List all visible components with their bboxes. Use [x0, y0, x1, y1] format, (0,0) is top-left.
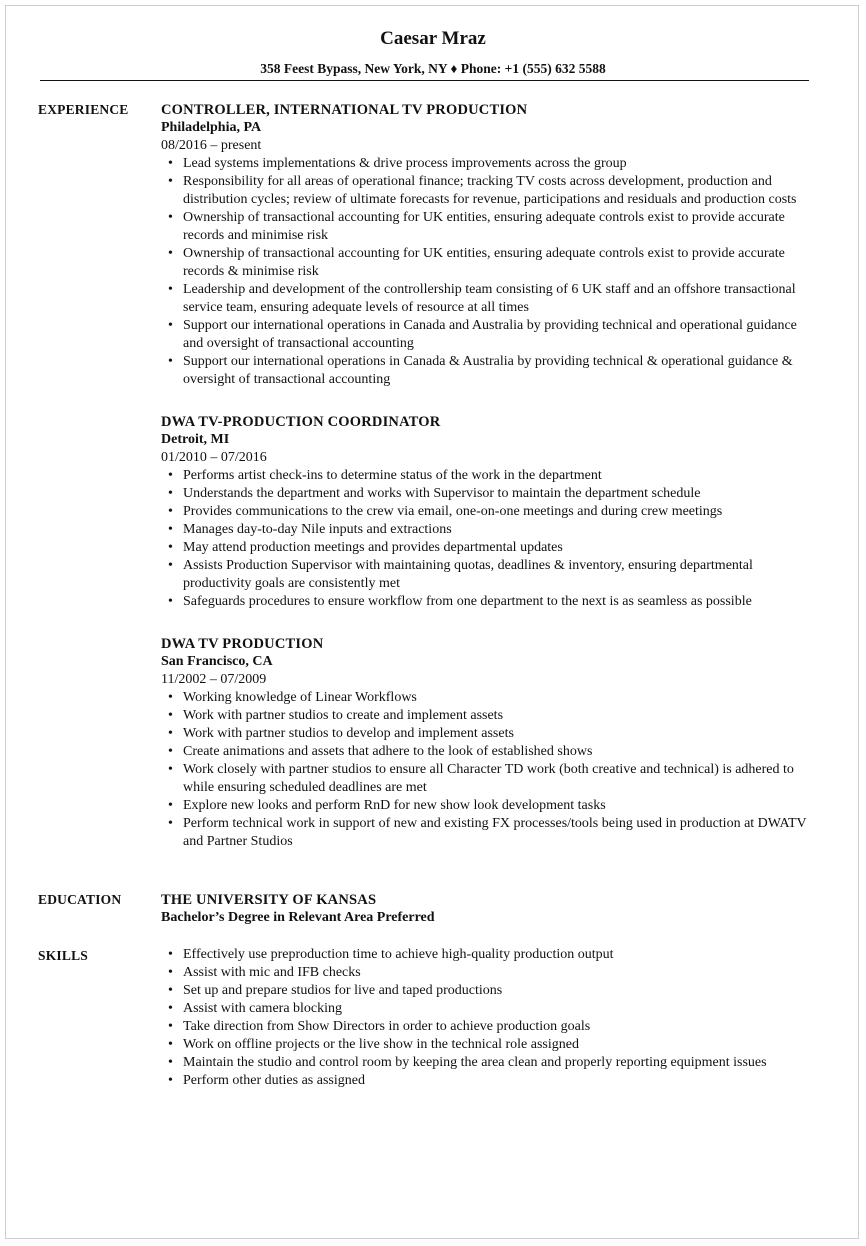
job-bullets — [161, 689, 816, 851]
list-item: • Work with partner studios to create and implement assets — [161, 707, 816, 725]
list-item: • Working knowledge of Linear Workflows — [161, 689, 816, 707]
list-item: • Maintain the studio and control room by keeping the area clean and properly reporting equipment issues — [161, 1054, 816, 1072]
list-item: • Take direction from Show Directors in order to achieve production goals — [161, 1018, 816, 1036]
job-title: CONTROLLER, INTERNATIONAL TV PRODUCTION — [161, 102, 528, 118]
list-item: • Provides communications to the crew via email, one-on-one meetings and during crew meetings — [161, 503, 816, 521]
list-item: • Understands the department and works with Supervisor to maintain the department schedule — [161, 485, 816, 503]
list-item: • Ownership of transactional accounting for UK entities, ensuring adequate controls exist to provide accurate records and minimise risk — [161, 209, 816, 245]
education-heading: EDUCATION — [38, 892, 122, 907]
list-item: • Ownership of transactional accounting for UK entities, ensuring adequate controls exist to provide accurate records & minimise risk — [161, 245, 816, 281]
job-entry — [161, 635, 816, 851]
job-bullets — [161, 155, 816, 389]
list-item: • Manages day-to-day Nile inputs and extractions — [161, 521, 816, 539]
list-item: • Perform technical work in support of new and existing FX processes/tools being used in production at DWATV and Partner Studios — [161, 815, 816, 851]
job-dates: 01/2010 – 07/2016 — [161, 450, 267, 465]
job-bullets — [161, 467, 816, 611]
list-item: • Explore new looks and perform RnD for new show look development tasks — [161, 797, 816, 815]
list-item: • Support our international operations in Canada & Australia by providing technical & operational guidance & oversight of transactional accounting — [161, 353, 816, 389]
job-location: Philadelphia, PA — [161, 120, 262, 135]
education-section — [161, 891, 816, 927]
candidate-name: Caesar Mraz — [380, 28, 486, 49]
list-item: • Perform other duties as assigned — [161, 1072, 816, 1090]
list-item: • Set up and prepare studios for live and taped productions — [161, 982, 816, 1000]
experience-heading: EXPERIENCE — [38, 102, 129, 117]
job-entry — [161, 101, 816, 389]
job-dates: 11/2002 – 07/2009 — [161, 672, 267, 687]
list-item: • Effectively use preproduction time to achieve high-quality production output — [161, 946, 816, 964]
job-title: DWA TV PRODUCTION — [161, 636, 324, 652]
list-item: • Assist with camera blocking — [161, 1000, 816, 1018]
degree: Bachelor’s Degree in Relevant Area Preferred — [161, 910, 435, 925]
list-item: • May attend production meetings and provides departmental updates — [161, 539, 816, 557]
list-item: • Work closely with partner studios to ensure all Character TD work (both creative and technical) is adhered to while ensuring scheduled deadlines are met — [161, 761, 816, 797]
job-title: DWA TV-PRODUCTION COORDINATOR — [161, 414, 441, 430]
list-item: • Create animations and assets that adhere to the look of established shows — [161, 743, 816, 761]
skills-heading: SKILLS — [38, 948, 88, 963]
list-item: • Work on offline projects or the live show in the technical role assigned — [161, 1036, 816, 1054]
job-location: San Francisco, CA — [161, 654, 273, 669]
school-name: THE UNIVERSITY OF KANSAS — [161, 892, 377, 908]
experience-section — [161, 101, 816, 851]
list-item: • Performs artist check-ins to determine status of the work in the department — [161, 467, 816, 485]
skills-list — [161, 946, 816, 1090]
list-item: • Assists Production Supervisor with maintaining quotas, deadlines & inventory, ensuring departmental productivity goals are consistently met — [161, 557, 816, 593]
list-item: • Work with partner studios to develop and implement assets — [161, 725, 816, 743]
list-item: • Assist with mic and IFB checks — [161, 964, 816, 982]
job-entry — [161, 413, 816, 611]
header-divider — [40, 80, 809, 81]
list-item: • Support our international operations in Canada and Australia by providing technical and operational guidance and oversight of transactional accounting — [161, 317, 816, 353]
list-item: • Lead systems implementations & drive process improvements across the group — [161, 155, 816, 173]
list-item: • Safeguards procedures to ensure workflow from one department to the next is as seamless as possible — [161, 593, 816, 611]
job-location: Detroit, MI — [161, 432, 230, 447]
list-item: • Leadership and development of the controllership team consisting of 6 UK staff and an offshore transactional service team, ensuring adequate levels of resource at all times — [161, 281, 816, 317]
contact-line: 358 Feest Bypass, New York, NY ♦ Phone: +1 (555) 632 5588 — [260, 61, 606, 76]
skills-section — [161, 946, 816, 1090]
list-item: • Responsibility for all areas of operational finance; tracking TV costs across development, production and distribution cycles; review of ultimate forecasts for revenue, participations and residuals and production costs — [161, 173, 816, 209]
job-dates: 08/2016 – present — [161, 138, 262, 153]
